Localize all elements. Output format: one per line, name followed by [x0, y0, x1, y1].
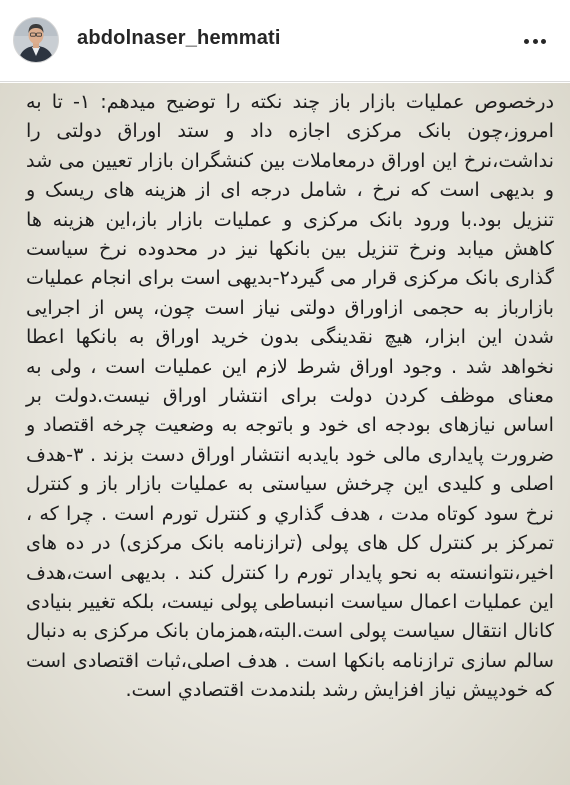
post-header [0, 0, 570, 82]
avatar[interactable] [13, 17, 59, 63]
more-options-icon[interactable] [524, 30, 546, 52]
profile-photo-icon [14, 18, 58, 62]
dot [533, 39, 538, 44]
post-text [26, 87, 554, 705]
post-paragraph: درخصوص عملیات بازار باز چند نکته را توضیح میدهم: ۱- تا به امروز،چون بانک مرکزی اجازه داد و ستد اوراق دولتی را نداشت،نرخ این اوراق درمعاملات بین کنشگران بازار تعیین می شد و بدیهی است که نرخ ، شامل درجه ای از هزینه های ریسک و تنزیل بود.با ورود بانک مرکزی و عملیات بازار باز،این هزینه ها کاهش میابد ونرخ تنزیل بین بانکها نیز در محدوده نرخ سیاست گذاری بانک مرکزی قرار می گیرد۲-بدیهی است برای انجام عملیات بازارباز به حجمی ازاوراق دولتی نیاز است چون، پس از اجرایی شدن این ابزار، هیچ نقدینگی بدون خرید اوراق به بانکها اعطا نخواهد شد . وجود اوراق شرط لازم این عملیات است ، ولی به معنای موظف کردن دولت برای انتشار اوراق نیست.دولت بر اساس نیازهای بودجه ای خود و باتوجه به وضعیت چرخه اقتصاد و ضرورت پایداری مالی خود بایدبه انتشار اوراق دست بزند . ۳-هدف اصلی و کلیدی این چرخش سیاستی به عملیات بازار باز و کنترل نرخ سود کوتاه مدت ، هدف گذاري و کنترل تورم است . چرا که ، تمرکز بر کنترل کل های پولی (ترازنامه بانک مرکزی) در ده های اخیر،نتوانسته به نحو پایدار تورم را کنترل کند . بدیهی است،هدف این عملیات اعمال سیاست انبساطی پولی نیست، بلکه تغییر بنیادی کانال انتقال سیاست پولی است.البته،همزمان بانک مرکزی به دنبال سالم سازی ترازنامه بانکها است . هدف اصلی،ثبات اقتصادی است که خودپیش نیاز افزایش رشد بلندمدت اقتصادي است. [26, 90, 555, 702]
dot [541, 39, 546, 44]
dot [524, 39, 529, 44]
post-image [0, 83, 570, 785]
username[interactable]: abdolnaser_hemmati [77, 27, 281, 49]
